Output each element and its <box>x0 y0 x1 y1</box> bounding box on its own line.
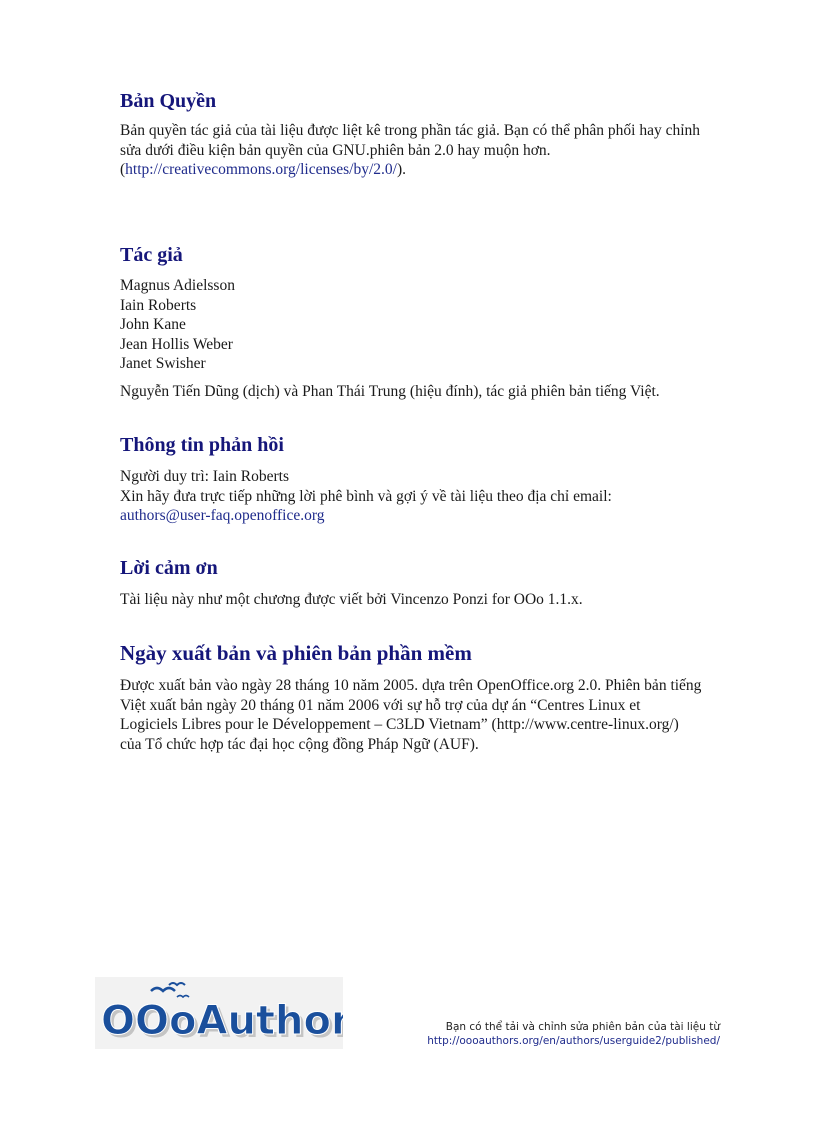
maintainer-text: Người duy trì: Iain Roberts <box>120 468 289 485</box>
publication-heading: Ngày xuất bản và phiên bản phần mềm <box>120 641 472 665</box>
bird-icon <box>169 983 185 985</box>
oooauthors-logo-graphic <box>95 977 343 1049</box>
author-name: Janet Swisher <box>120 355 206 372</box>
publication-section <box>120 641 730 754</box>
feedback-body <box>120 467 730 526</box>
author-name: Iain Roberts <box>120 296 197 314</box>
license-link[interactable]: http://creativecommons.org/licenses/by/2.0/ <box>125 161 397 178</box>
acknowledgments-text: Tài liệu này như một chương được viết bởi Vincenzo Ponzi for OOo 1.1.x. <box>120 591 583 608</box>
authors-section <box>120 244 730 401</box>
feedback-request: Xin hãy đưa trực tiếp những lời phê bình và gợi ý về tài liệu theo địa chỉ email: <box>120 487 612 505</box>
logo-text: OOoAuthor <box>101 998 343 1044</box>
copyright-line-3 <box>120 160 730 180</box>
footer-note-text: Bạn có thể tải và chỉnh sửa phiên bản của tài liệu từ <box>445 1021 720 1033</box>
authors-list <box>120 276 730 374</box>
copyright-open-paren: ( <box>120 161 126 178</box>
bird-icon <box>151 988 175 991</box>
copyright-heading: Bản Quyền <box>120 90 217 112</box>
acknowledgments-section <box>120 557 730 610</box>
copyright-close-paren: ). <box>396 161 406 178</box>
copyright-body <box>120 121 730 180</box>
footer-note <box>427 1020 720 1048</box>
oooauthors-logo <box>95 977 343 1049</box>
logo-text-shadow: OOoAutho <box>104 1001 334 1047</box>
publication-body <box>120 676 730 754</box>
feedback-email-line <box>120 506 730 526</box>
author-name: Magnus Adielsson <box>120 277 235 294</box>
authors-heading: Tác giả <box>120 244 183 266</box>
publication-line-1: Được xuất bản vào ngày 28 tháng 10 năm 2005. dựa trên OpenOffice.org 2.0. Phiên bản tiếng <box>120 677 702 694</box>
feedback-heading: Thông tin phản hồi <box>120 434 284 456</box>
feedback-email-link[interactable]: authors@user-faq.openoffice.org <box>120 507 325 524</box>
publication-line-4: của Tổ chức hợp tác đại học cộng đồng Pháp Ngữ (AUF). <box>120 735 479 753</box>
author-name: John Kane <box>120 316 186 333</box>
translation-note: Nguyễn Tiến Dũng (dịch) và Phan Thái Trung (hiệu đính), tác giả phiên bản tiếng Việt. <box>120 382 660 400</box>
publication-line-2: Việt xuất bản ngày 20 tháng 01 năm 2006 với sự hỗ trợ của dự án “Centres Linux et <box>120 696 641 714</box>
bird-icon <box>177 996 189 998</box>
copyright-line-2: sửa dưới điều kiện bản quyền của GNU.phiên bản 2.0 hay muộn hơn. <box>120 141 551 159</box>
publication-line-3: Logiciels Libres pour le Développement – C3LD Vietnam” (http://www.centre-linux.org/) <box>120 716 679 733</box>
footer-url-link[interactable]: http://oooauthors.org/en/authors/userguide2/published/ <box>427 1035 720 1047</box>
feedback-section <box>120 434 730 526</box>
author-name: Jean Hollis Weber <box>120 335 233 353</box>
copyright-line-1: Bản quyền tác giả của tài liệu được liệt kê trong phần tác giả. Bạn có thể phân phối hay chỉnh <box>120 122 701 139</box>
copyright-section <box>120 90 730 180</box>
acknowledgments-heading: Lời cảm ơn <box>120 557 218 579</box>
